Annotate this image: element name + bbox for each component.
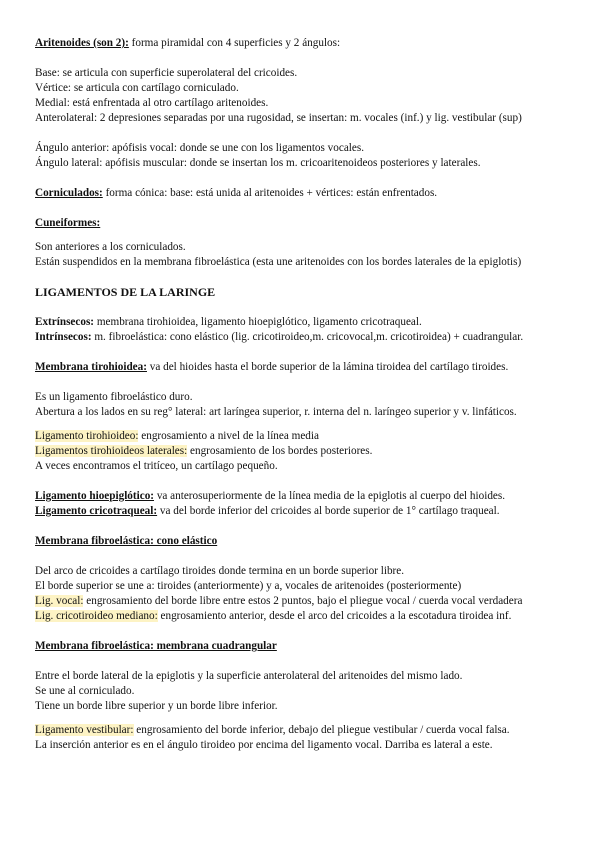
hioepiglotico-title: Ligamento hioepiglótico:: [35, 490, 155, 502]
hioepiglotico-text: va anterosuperiormente de la línea media de la epiglotis al cuerpo del hioides.: [154, 490, 506, 502]
term-description: engrosamiento anterior, desde el arco del cricoides a la escotadura tiroidea inf.: [157, 610, 512, 622]
lig-vocal-line: [35, 594, 600, 609]
highlighted-term: Ligamento vestibular:: [35, 724, 134, 736]
cono-title: Membrana fibroelástica: cono elástico: [35, 535, 218, 547]
highlighted-term: Ligamento tirohioideo:: [35, 430, 139, 442]
corniculados-line: [35, 186, 600, 201]
cuneiformes-line-1: Son anteriores a los corniculados.: [35, 241, 186, 253]
highlighted-term: Ligamentos tirohioideos laterales:: [35, 445, 188, 457]
tirohioidea-line-3: A veces encontramos el tritíceo, un cartílago pequeño.: [35, 460, 278, 472]
aritenoides-angulo-lateral: Ángulo lateral: apófisis muscular: donde se insertan los m. cricoaritenoideos posteriores y laterales.: [35, 157, 481, 169]
ligamentos-intrinsecos: [35, 330, 600, 345]
cuadrangular-line-1: Entre el borde lateral de la epiglotis y la superficie anterolateral del aritenoides del mismo lado.: [35, 670, 463, 682]
cuneiformes-heading-line: [35, 216, 600, 231]
aritenoides-title: Aritenoides (son 2):: [35, 37, 129, 49]
hioepiglotico-line: [35, 489, 600, 504]
aritenoides-anterolateral: Anterolateral: 2 depresiones separadas por una rugosidad, se insertan: m. vocales (inf.) y lig. vestibular (sup): [35, 112, 522, 124]
aritenoides-medial: Medial: está enfrentada al otro cartílago aritenoides.: [35, 97, 269, 109]
term-description: engrosamiento a nivel de la línea media: [138, 430, 319, 442]
term-description: engrosamiento del borde inferior, debajo del pliegue vestibular / cuerda vocal falsa.: [133, 724, 510, 736]
tirohioidea-line-1: Es un ligamento fibroelástico duro.: [35, 391, 193, 403]
cuadrangular-line-4: La inserción anterior es en el ángulo tiroideo por encima del ligamento vocal. Darriba es lateral a este.: [35, 739, 493, 751]
extrinsecos-label: Extrínsecos:: [35, 316, 95, 328]
cuadrangular-line-3: Tiene un borde libre superior y un borde libre inferior.: [35, 700, 278, 712]
aritenoides-title-rest: forma piramidal con 4 superficies y 2 ángulos:: [128, 37, 341, 49]
corniculados-title-rest: forma cónica: base: está unida al aritenoides + vértices: están enfrentados.: [102, 187, 438, 199]
aritenoides-vertice: Vértice: se articula con cartílago corniculado.: [35, 82, 239, 94]
tirohioideos-laterales-line: [35, 444, 600, 459]
term-description: engrosamiento del borde libre entre estos 2 puntos, bajo el pliegue vocal / cuerda vocal verdadera: [83, 595, 523, 607]
corniculados-title: Corniculados:: [35, 187, 103, 199]
intrinsecos-text: m. fibroelástica: cono elástico (lig. cricotiroideo,m. cricovocal,m. cricotiroidea) + cuadrangular.: [91, 331, 524, 343]
highlighted-term: Lig. vocal:: [35, 595, 84, 607]
tirohioidea-title-rest: va del hioides hasta el borde superior de la lámina tiroidea del cartílago tiroides.: [146, 361, 509, 373]
extrinsecos-text: membrana tirohioidea, ligamento hioepiglótico, ligamento cricotraqueal.: [94, 316, 422, 328]
cuadrangular-title: Membrana fibroelástica: membrana cuadrangular: [35, 640, 277, 652]
tirohioidea-title: Membrana tirohioidea:: [35, 361, 147, 373]
cuadrangular-heading-line: [35, 639, 600, 654]
cricotraqueal-line: [35, 504, 600, 519]
cuneiformes-title: Cuneiformes:: [35, 217, 101, 229]
lig-cricotiroideo-line: [35, 609, 600, 624]
ligamentos-heading: LIGAMENTOS DE LA LARINGE: [35, 285, 216, 299]
tirohioidea-heading-line: [35, 360, 600, 375]
lig-vestibular-line: [35, 723, 600, 738]
tirohioideo-highlight-line: [35, 429, 600, 444]
ligamentos-extrinsecos: [35, 315, 600, 330]
tirohioidea-line-2: Abertura a los lados en su reg° lateral: art laríngea superior, r. interna del n. laríngeo superior y v. linfáticos.: [35, 406, 517, 418]
cricotraqueal-title: Ligamento cricotraqueal:: [35, 505, 158, 517]
cono-line-1: Del arco de cricoides a cartílago tiroides donde termina en un borde superior libre.: [35, 565, 405, 577]
intrinsecos-label: Intrínsecos:: [35, 331, 92, 343]
term-description: engrosamiento de los bordes posteriores.: [187, 445, 373, 457]
cono-heading-line: [35, 534, 600, 549]
cuneiformes-line-2: Están suspendidos en la membrana fibroelástica (esta une aritenoides con los bordes laterales de la epiglotis): [35, 256, 522, 268]
aritenoides-heading-line: [35, 36, 600, 51]
highlighted-term: Lig. cricotiroideo mediano:: [35, 610, 158, 622]
cricotraqueal-text: va del borde inferior del cricoides al borde superior de 1° cartílago traqueal.: [157, 505, 500, 517]
cuadrangular-line-2: Se une al corniculado.: [35, 685, 135, 697]
aritenoides-angulo-anterior: Ángulo anterior: apófisis vocal: donde se une con los ligamentos vocales.: [35, 142, 365, 154]
cono-line-2: El borde superior se une a: tiroides (anteriormente) y a, vocales de aritenoides (posteriormente): [35, 580, 462, 592]
aritenoides-base: Base: se articula con superficie superolateral del cricoides.: [35, 67, 298, 79]
